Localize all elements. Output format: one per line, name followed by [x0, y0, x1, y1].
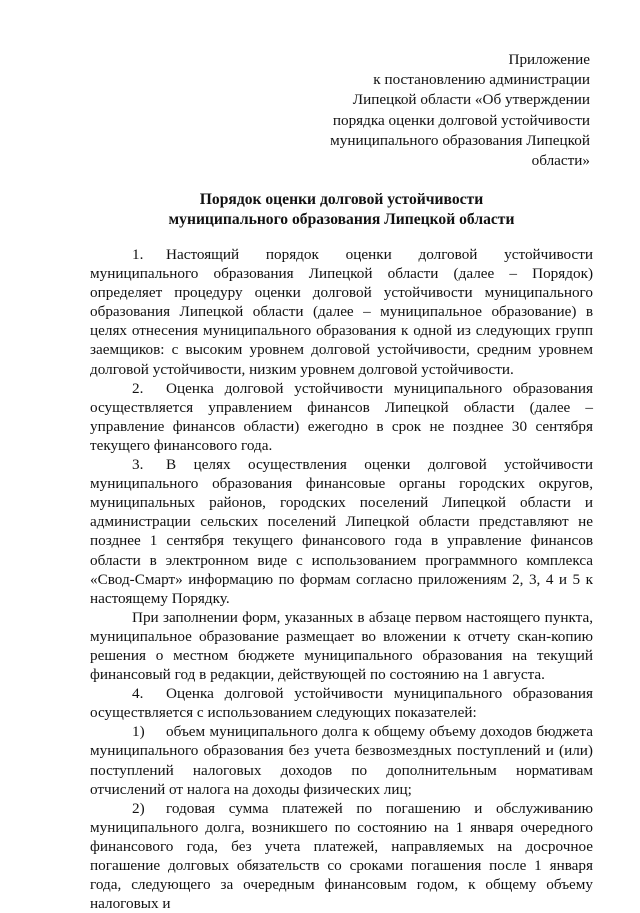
- list-item-2: [90, 799, 593, 913]
- title-line-2: муниципального образования Липецкой области: [168, 211, 515, 229]
- paragraph-number: 3.: [132, 456, 144, 474]
- paragraph-text: В целях осуществления оценки долговой устойчивости муниципального образования финансовые органы городских округов, муниципальных районов, городских поселений Липецкой области и администрации сельских поселений Липецкой области представляют не позднее 1 сентября текущего финансового года в управление финансов области в электронном виде с использованием программного комплекса «Свод-Смарт» информацию по формам согласно приложениям 2, 3, 4 и 5 к настоящему Порядку.: [90, 456, 593, 607]
- appendix-header: [330, 50, 590, 171]
- list-item-text: объем муниципального долга к общему объему доходов бюджета муниципального образования без учета безвозмездных поступлений и (или) поступлений налоговых доходов по дополнительным нормативам отчислений от налога на доходы физических лиц;: [90, 723, 593, 798]
- appendix-line: к постановлению администрации: [373, 71, 590, 89]
- paragraph-number: 1.: [132, 246, 144, 263]
- paragraph-4: [90, 684, 593, 722]
- paragraph-text: Настоящий порядок оценки долговой устойчивости муниципального образования Липецкой области (далее – Порядок) определяет процедуру оценки долговой устойчивости муниципального образования Липецкой области (далее – муниципальное образование) в целях отнесения муниципального образования к одной из следующих групп заемщиков: с высоким уровнем долговой устойчивости, средним уровнем долговой устойчивости, низким уровнем долговой устойчивости.: [90, 246, 593, 378]
- paragraph-3: [90, 455, 593, 608]
- list-item-number: 1): [132, 723, 145, 741]
- title-line-1: Порядок оценки долговой устойчивости: [199, 191, 484, 208]
- document-body: [90, 245, 593, 913]
- appendix-line: порядка оценки долговой устойчивости: [332, 111, 590, 129]
- appendix-line: области»: [531, 152, 590, 170]
- list-item-text: годовая сумма платежей по погашению и обслуживанию муниципального долга, возникшего по состоянию на 1 января очередного финансового года, без учета платежей, направляемых на досрочное погашение долговых обязательств со сроками погашения после 1 января года, следующего за очередным финансовым годом, к общему объему налоговых и: [90, 799, 593, 913]
- document-title: [90, 190, 593, 231]
- paragraph-2: [90, 379, 593, 455]
- list-item-number: 2): [132, 799, 145, 817]
- appendix-line: Приложение: [508, 51, 590, 68]
- list-item-1: [90, 722, 593, 798]
- paragraph-text: Оценка долговой устойчивости муниципального образования осуществляется с использованием следующих показателей:: [90, 685, 593, 722]
- appendix-line: муниципального образования Липецкой: [330, 131, 590, 149]
- paragraph-text: Оценка долговой устойчивости муниципального образования осуществляется управлением финансов Липецкой области (далее – управление финансов области) ежегодно в срок не позднее 30 сентября текущего финансового года.: [90, 379, 593, 454]
- appendix-line: Липецкой области «Об утверждении: [352, 91, 590, 109]
- paragraph-3-continued: [90, 608, 593, 684]
- paragraph-number: 2.: [132, 379, 144, 397]
- paragraph-1: [90, 245, 593, 379]
- paragraph-text: При заполнении форм, указанных в абзаце первом настоящего пункта, муниципальное образование размещает во вложении к отчету скан-копию решения о местном бюджете муниципального образования на текущий финансовый год в редакции, действующей по состоянию на 1 августа.: [90, 608, 593, 684]
- paragraph-number: 4.: [132, 685, 144, 703]
